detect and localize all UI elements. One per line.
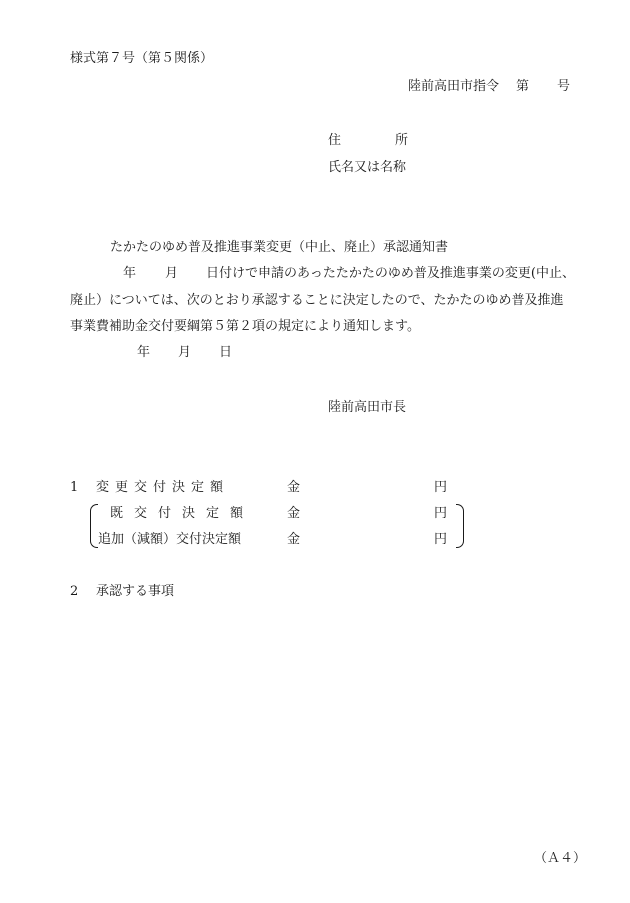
directive-dai: 第 <box>516 79 530 94</box>
sub2-kin: 金 <box>287 532 301 547</box>
sub1-yen: 円 <box>434 506 448 521</box>
para-line2: 廃止）については、次のとおり承認することに決定したので、たかたのゆめ普及推進 <box>70 293 564 308</box>
form-number: 様式第７号（第５関係） <box>70 51 214 66</box>
section2-number: 2 <box>70 584 79 599</box>
date-day: 日 <box>219 345 233 360</box>
sub2-label: 追加（減額）交付決定額 <box>98 532 242 547</box>
left-brace <box>90 504 98 548</box>
sub1-kin: 金 <box>287 506 301 521</box>
name-label: 氏名又は名称 <box>328 160 407 175</box>
date-year: 年 <box>137 345 151 360</box>
item1-number: 1 <box>70 480 79 495</box>
para-line1: 日付けで申請のあったたかたのゆめ普及推進事業の変更(中止、 <box>206 266 575 281</box>
sub1-label: 既交付決定額 <box>110 506 255 521</box>
date-month: 月 <box>178 345 192 360</box>
item1-yen: 円 <box>434 480 448 495</box>
para-line3: 事業費補助金交付要綱第５第２項の規定により通知します。 <box>70 319 420 334</box>
item1-kin: 金 <box>287 480 301 495</box>
document-title: たかたのゆめ普及推進事業変更（中止、廃止）承認通知書 <box>110 240 449 255</box>
issuer: 陸前高田市長 <box>328 400 407 415</box>
directive-prefix: 陸前高田市指令 <box>408 79 500 94</box>
address-label-1: 住 <box>328 133 342 148</box>
item1-label: 変更交付決定額 <box>96 480 230 495</box>
address-label-2: 所 <box>395 133 409 148</box>
right-brace <box>456 504 464 548</box>
section2-label: 承認する事項 <box>96 584 175 599</box>
para-month: 月 <box>165 266 179 281</box>
para-year: 年 <box>123 266 137 281</box>
paper-size: （Ａ４） <box>534 851 587 866</box>
sub2-yen: 円 <box>434 532 448 547</box>
directive-go: 号 <box>557 79 571 94</box>
